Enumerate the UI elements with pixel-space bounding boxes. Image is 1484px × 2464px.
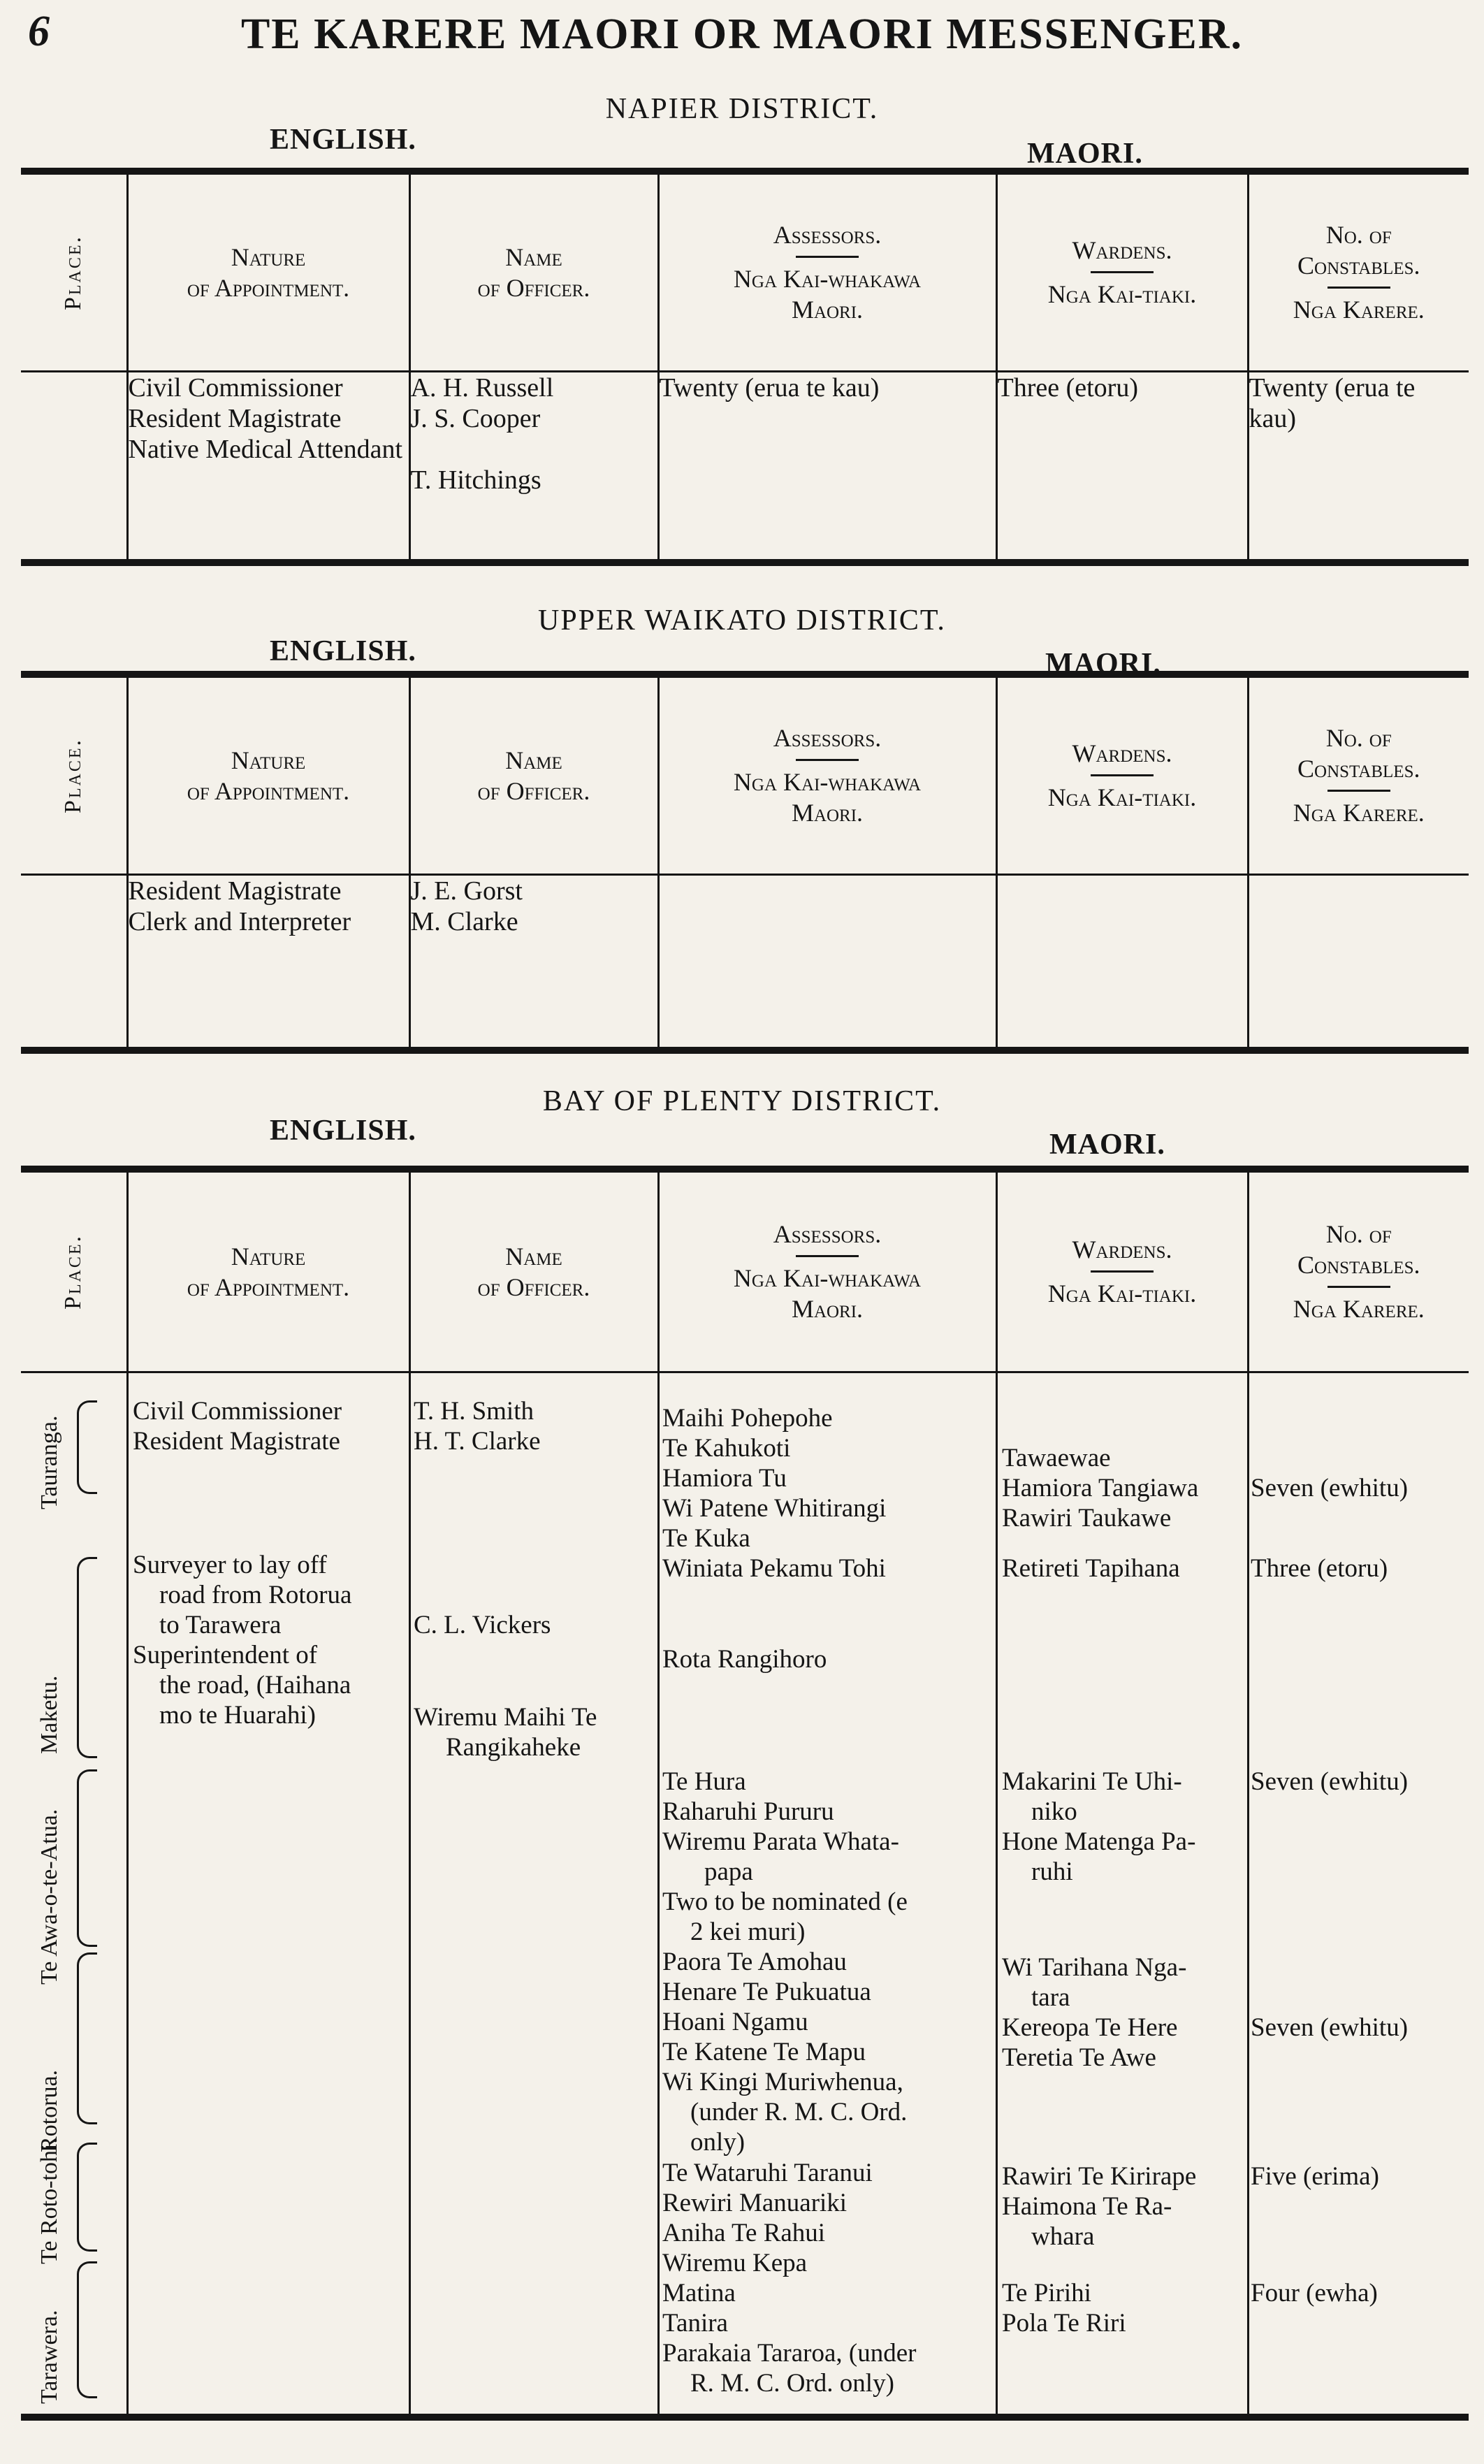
napier-assessors-cell: Twenty (erua te kau) bbox=[658, 371, 996, 563]
constables-header: No. of Constables. Nga Karere. bbox=[1248, 171, 1469, 371]
warden-entry: Pola Te Riri bbox=[1002, 2309, 1126, 2338]
plenty-district-heading: BAY OF PLENTY DISTRICT. bbox=[542, 1085, 942, 1117]
assessor-entry: Wi Kingi Muriwhenua, bbox=[662, 2068, 903, 2096]
assessor-entry: Te Kahukoti bbox=[662, 1434, 791, 1463]
place-header: Place. bbox=[21, 1169, 127, 1372]
nature-entry: the road, (Haihana bbox=[159, 1671, 351, 1700]
plenty-constables-cell bbox=[1248, 1372, 1469, 2417]
plenty-body-row bbox=[21, 1372, 1469, 2417]
constables-header: No. of Constables. Nga Karere. bbox=[1248, 674, 1469, 874]
assessor-entry: R. M. C. Ord. only) bbox=[690, 2369, 894, 2398]
waikato-district-heading: UPPER WAIKATO DISTRICT. bbox=[538, 604, 946, 637]
assessor-entry: Parakaia Tararoa, (under bbox=[662, 2339, 917, 2368]
napier-district-heading: NAPIER DISTRICT. bbox=[605, 93, 879, 125]
waikato-assessors-cell bbox=[658, 874, 996, 1050]
nature-entry: mo te Huarahi) bbox=[159, 1701, 316, 1730]
place-header: Place. bbox=[21, 674, 127, 874]
assessor-entry: Tanira bbox=[662, 2309, 728, 2338]
warden-entry: niko bbox=[1031, 1797, 1077, 1826]
nature-header: Nature of Appointment. bbox=[127, 674, 409, 874]
assessor-entry: Raharuhi Pururu bbox=[662, 1797, 834, 1826]
assessor-entry: Winiata Pekamu Tohi bbox=[662, 1554, 886, 1583]
page-number: 6 bbox=[28, 8, 50, 55]
napier-body-row bbox=[21, 371, 1469, 563]
place-label: Maketu. bbox=[36, 1675, 62, 1754]
place-label: Te Roto-tohi. bbox=[36, 2138, 62, 2264]
officer-entry: T. H. Smith bbox=[414, 1397, 534, 1426]
napier-place-cell bbox=[21, 371, 127, 563]
plenty-english-label: ENGLISH. bbox=[270, 1115, 416, 1147]
assessor-entry: Maihi Pohepohe bbox=[662, 1404, 833, 1433]
constables-entry: Seven (ewhitu) bbox=[1251, 1474, 1409, 1502]
name-header: Name of Officer. bbox=[409, 674, 658, 874]
warden-entry: tara bbox=[1031, 1983, 1070, 2012]
assessors-header: Assessors. Nga Kai-whakawa Maori. bbox=[658, 1169, 996, 1372]
nature-entry: Resident Magistrate bbox=[128, 876, 342, 906]
plenty-wardens-cell bbox=[996, 1372, 1248, 2417]
assessor-entry: Rota Rangihoro bbox=[662, 1645, 827, 1674]
assessor-entry: (under R. M. C. Ord. bbox=[690, 2098, 908, 2126]
wardens-header: Wardens. Nga Kai-tiaki. bbox=[996, 1169, 1248, 1372]
waikato-nature-cell bbox=[127, 874, 409, 1050]
officer-entry: C. L. Vickers bbox=[414, 1611, 551, 1639]
nature-entry: to Tarawera bbox=[159, 1611, 282, 1639]
napier-table bbox=[21, 168, 1469, 566]
assessor-entry: Matina bbox=[662, 2279, 736, 2307]
warden-entry: Makarini Te Uhi- bbox=[1002, 1767, 1182, 1796]
plenty-table bbox=[21, 1166, 1469, 2421]
name-header: Name of Officer. bbox=[409, 171, 658, 371]
constables-entry: Seven (ewhitu) bbox=[1251, 1767, 1409, 1796]
plenty-maori-label: MAORI. bbox=[1049, 1129, 1165, 1161]
plenty-assessors-cell bbox=[658, 1372, 996, 2417]
waikato-header-row bbox=[21, 674, 1469, 874]
assessor-entry: 2 kei muri) bbox=[690, 1918, 806, 1946]
assessors-header: Assessors. Nga Kai-whakawa Maori. bbox=[658, 171, 996, 371]
nature-header: Nature of Appointment. bbox=[127, 171, 409, 371]
warden-entry: Hone Matenga Pa- bbox=[1002, 1827, 1196, 1856]
place-label: Tarawera. bbox=[36, 2310, 62, 2404]
warden-entry: Kereopa Te Here bbox=[1002, 2013, 1178, 2042]
warden-entry: Rawiri Te Kirirape bbox=[1002, 2162, 1197, 2191]
napier-maori-label: MAORI. bbox=[1027, 138, 1143, 170]
place-label: Rotorua. bbox=[36, 2069, 62, 2152]
officer-entry: H. T. Clarke bbox=[414, 1427, 541, 1456]
constables-header: No. of Constables. Nga Karere. bbox=[1248, 1169, 1469, 1372]
officer-entry: J. S. Cooper bbox=[410, 403, 541, 433]
assessor-entry: Te Katene Te Mapu bbox=[662, 2038, 866, 2066]
plenty-nature-cell bbox=[127, 1372, 409, 2417]
assessor-entry: Hamiora Tu bbox=[662, 1464, 787, 1493]
assessor-entry: papa bbox=[704, 1857, 753, 1886]
nature-header: Nature of Appointment. bbox=[127, 1169, 409, 1372]
officer-entry: J. E. Gorst bbox=[410, 876, 523, 906]
assessor-entry: Henare Te Pukuatua bbox=[662, 1978, 871, 2006]
assessor-entry: Wiremu Parata Whata- bbox=[662, 1827, 899, 1856]
wardens-header: Wardens. Nga Kai-tiaki. bbox=[996, 171, 1248, 371]
constables-entry: Four (ewha) bbox=[1251, 2279, 1378, 2307]
assessor-entry: Wi Patene Whitirangi bbox=[662, 1494, 887, 1523]
wardens-header: Wardens. Nga Kai-tiaki. bbox=[996, 674, 1248, 874]
waikato-officer-cell bbox=[409, 874, 658, 1050]
assessor-entry: Te Kuka bbox=[662, 1524, 750, 1553]
napier-constables-cell: Twenty (erua te kau) bbox=[1248, 371, 1469, 563]
nature-entry: Resident Magistrate bbox=[133, 1427, 340, 1456]
assessor-entry: Rewiri Manuariki bbox=[662, 2189, 848, 2217]
officer-entry: T. Hitchings bbox=[410, 465, 541, 495]
assessor-entry: Two to be nominated (e bbox=[662, 1887, 908, 1916]
nature-entry: Clerk and Interpreter bbox=[128, 906, 351, 936]
constables-entry: Three (etoru) bbox=[1251, 1554, 1388, 1583]
napier-officer-cell bbox=[409, 371, 658, 563]
waikato-english-label: ENGLISH. bbox=[270, 635, 416, 667]
assessor-entry: only) bbox=[690, 2128, 745, 2157]
warden-entry: ruhi bbox=[1031, 1857, 1073, 1886]
napier-english-label: ENGLISH. bbox=[270, 124, 416, 156]
warden-entry: Te Pirihi bbox=[1002, 2279, 1091, 2307]
page-title: TE KARERE MAORI OR MAORI MESSENGER. bbox=[240, 10, 1244, 58]
waikato-body-row bbox=[21, 874, 1469, 1050]
plenty-place-cell bbox=[21, 1372, 127, 2417]
waikato-maori-label: MAORI. bbox=[1045, 648, 1161, 680]
warden-entry: Retireti Tapihana bbox=[1002, 1554, 1180, 1583]
assessor-entry: Wiremu Kepa bbox=[662, 2249, 808, 2277]
officer-entry: Wiremu Maihi Te bbox=[414, 1703, 597, 1732]
assessor-entry: Te Hura bbox=[662, 1767, 746, 1796]
plenty-officer-cell bbox=[409, 1372, 658, 2417]
warden-entry: Wi Tarihana Nga- bbox=[1002, 1953, 1187, 1982]
warden-entry: whara bbox=[1031, 2222, 1095, 2251]
place-header: Place. bbox=[21, 171, 127, 371]
napier-nature-cell bbox=[127, 371, 409, 563]
nature-entry: Superintendent of bbox=[133, 1641, 318, 1669]
waikato-place-cell bbox=[21, 874, 127, 1050]
nature-entry: Resident Magistrate bbox=[128, 403, 342, 433]
waikato-constables-cell bbox=[1248, 874, 1469, 1050]
place-label: Te Awa-o-te-Atua. bbox=[36, 1809, 62, 1985]
officer-entry: A. H. Russell bbox=[410, 372, 554, 403]
warden-entry: Hamiora Tangiawa bbox=[1002, 1474, 1199, 1502]
warden-entry: Rawiri Taukawe bbox=[1002, 1504, 1172, 1532]
warden-entry: Teretia Te Awe bbox=[1002, 2043, 1156, 2072]
place-label: Tauranga. bbox=[36, 1415, 62, 1509]
assessors-header: Assessors. Nga Kai-whakawa Maori. bbox=[658, 674, 996, 874]
warden-entry: Haimona Te Ra- bbox=[1002, 2192, 1172, 2221]
name-header: Name of Officer. bbox=[409, 1169, 658, 1372]
nature-entry: Civil Commissioner bbox=[128, 372, 343, 403]
napier-wardens-cell: Three (etoru) bbox=[996, 371, 1248, 563]
plenty-header-row bbox=[21, 1169, 1469, 1372]
nature-entry: Surveyer to lay off bbox=[133, 1551, 327, 1579]
napier-header-row bbox=[21, 171, 1469, 371]
constables-entry: Five (erima) bbox=[1251, 2162, 1379, 2191]
warden-entry: Tawaewae bbox=[1002, 1444, 1111, 1472]
nature-entry: road from Rotorua bbox=[159, 1581, 352, 1609]
nature-entry: Civil Commissioner bbox=[133, 1397, 342, 1426]
assessor-entry: Paora Te Amohau bbox=[662, 1948, 847, 1976]
waikato-wardens-cell bbox=[996, 874, 1248, 1050]
waikato-table bbox=[21, 671, 1469, 1054]
constables-entry: Seven (ewhitu) bbox=[1251, 2013, 1409, 2042]
nature-entry: Native Medical Attendant bbox=[128, 434, 403, 464]
assessor-entry: Hoani Ngamu bbox=[662, 2008, 808, 2036]
officer-entry: M. Clarke bbox=[410, 906, 518, 936]
assessor-entry: Te Wataruhi Taranui bbox=[662, 2159, 873, 2187]
assessor-entry: Aniha Te Rahui bbox=[662, 2219, 826, 2247]
officer-entry: Rangikaheke bbox=[446, 1733, 581, 1762]
